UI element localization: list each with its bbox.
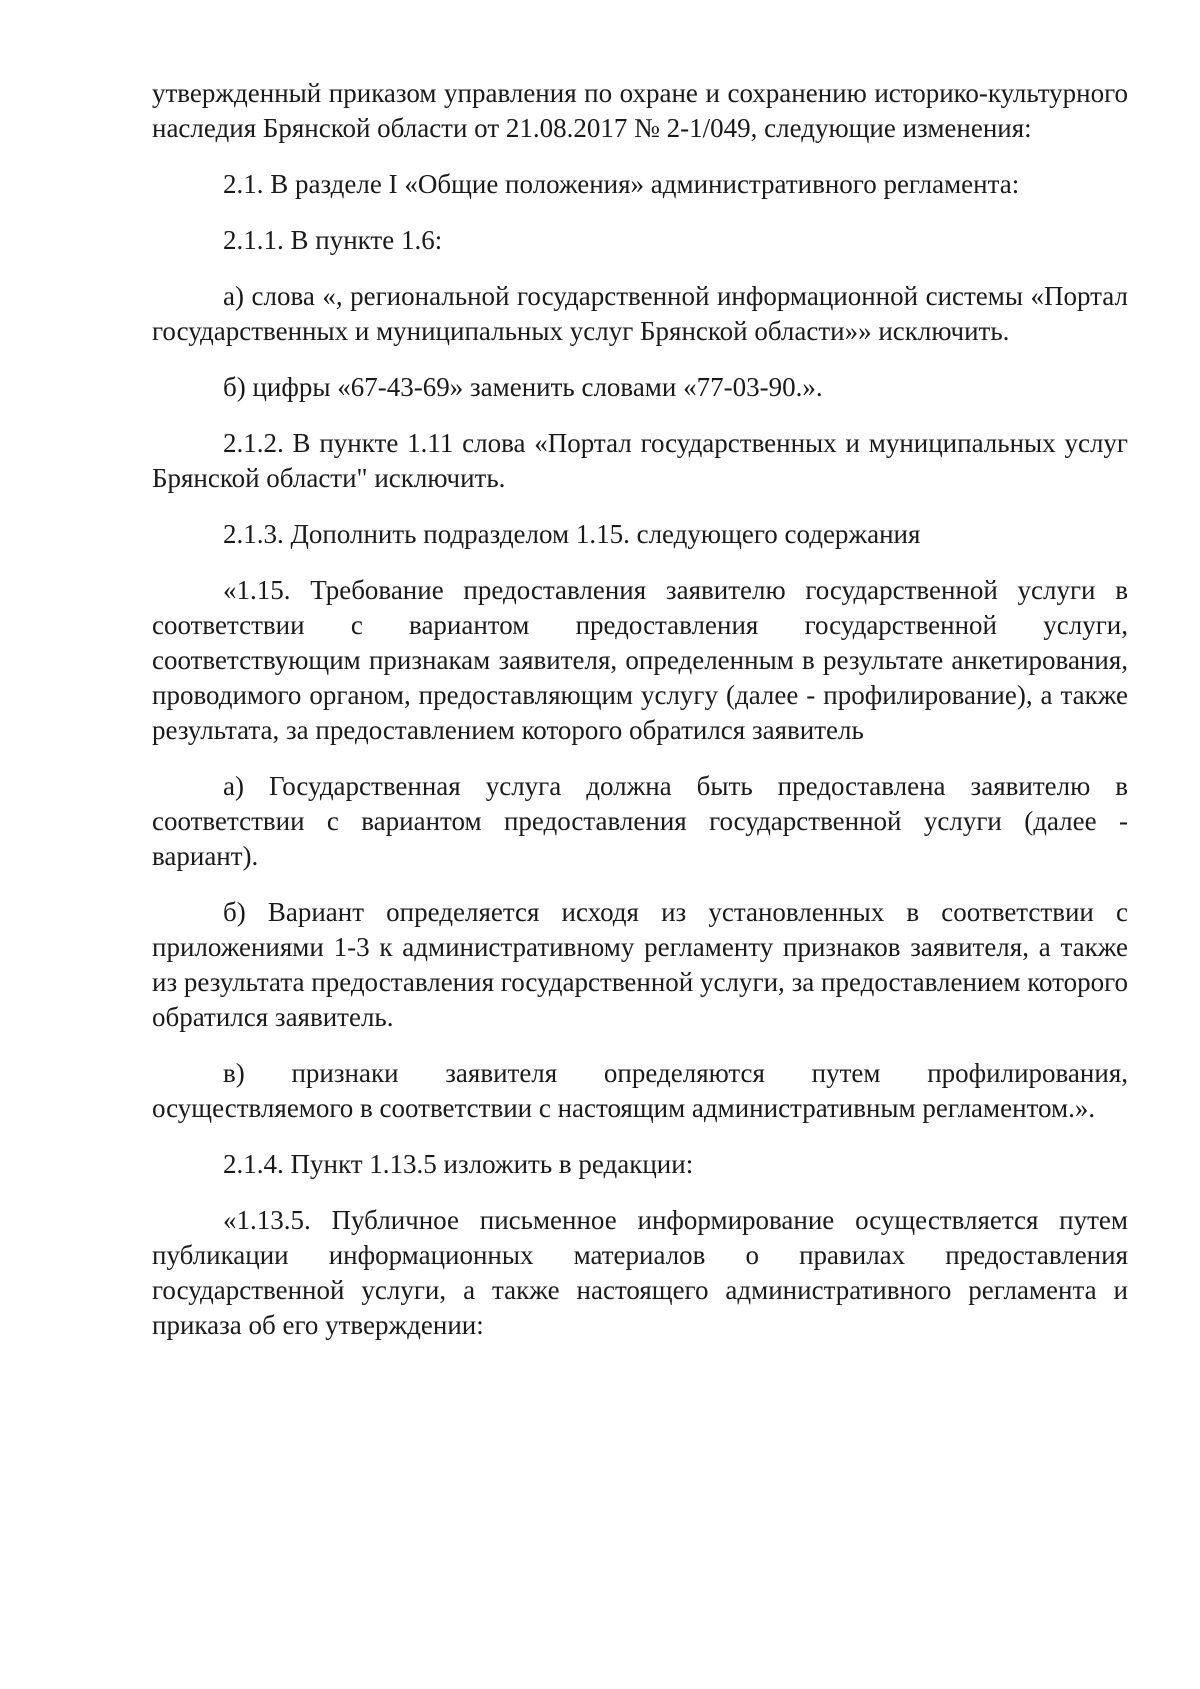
paragraph-continuation: утвержденный приказом управления по охране и сохранению историко-культурного наследия Брянской области от 21.08.2017 № 2-1/049, следующие изменения:: [152, 78, 1128, 143]
paragraph-1-15-a: а) Государственная услуга должна быть предоставлена заявителю в соответствии с вариантом предоставления государственной услуги (далее - вариант).: [152, 771, 1128, 871]
paragraph-2-1-4: 2.1.4. Пункт 1.13.5 изложить в редакции:: [223, 1149, 694, 1179]
paragraph-1-13-5: «1.13.5. Публичное письменное информирование осуществляется путем публикации информационных материалов о правилах предоставления государственной услуги, а также настоящего административного регламента и приказа об его утверждении:: [152, 1205, 1128, 1340]
paragraph-2-1-1-a: а) слова «, региональной государственной информационной системы «Портал государственных и муниципальных услуг Брянской области»» исключить.: [152, 281, 1128, 346]
paragraph-1-15-v: в) признаки заявителя определяются путем профилирования, осуществляемого в соответствии с настоящим административным регламентом.».: [152, 1058, 1128, 1123]
paragraph-2-1-3: 2.1.3. Дополнить подразделом 1.15. следующего содержания: [223, 519, 921, 549]
paragraph-2-1-2: 2.1.2. В пункте 1.11 слова «Портал государственных и муниципальных услуг Брянской области" исключить.: [152, 428, 1128, 493]
paragraph-2-1-1-b: б) цифры «67-43-69» заменить словами «77-03-90.».: [223, 372, 823, 402]
document-body: [152, 76, 1128, 1364]
paragraph-1-15: «1.15. Требование предоставления заявителю государственной услуги в соответствии с вариантом предоставления государственной услуги, соответствующим признакам заявителя, определенным в результате анкетирования, проводимого органом, предоставляющим услугу (далее - профилирование), а также результата, за предоставлением которого обратился заявитель: [152, 575, 1128, 745]
paragraph-1-15-b: б) Вариант определяется исходя из установленных в соответствии с приложениями 1-3 к административному регламенту признаков заявителя, а также из результата предоставления государственной услуги, за предоставлением которого обратился заявитель.: [152, 897, 1128, 1032]
paragraph-2-1: 2.1. В разделе I «Общие положения» административного регламента:: [223, 169, 1020, 199]
paragraph-2-1-1: 2.1.1. В пункте 1.6:: [223, 225, 443, 255]
